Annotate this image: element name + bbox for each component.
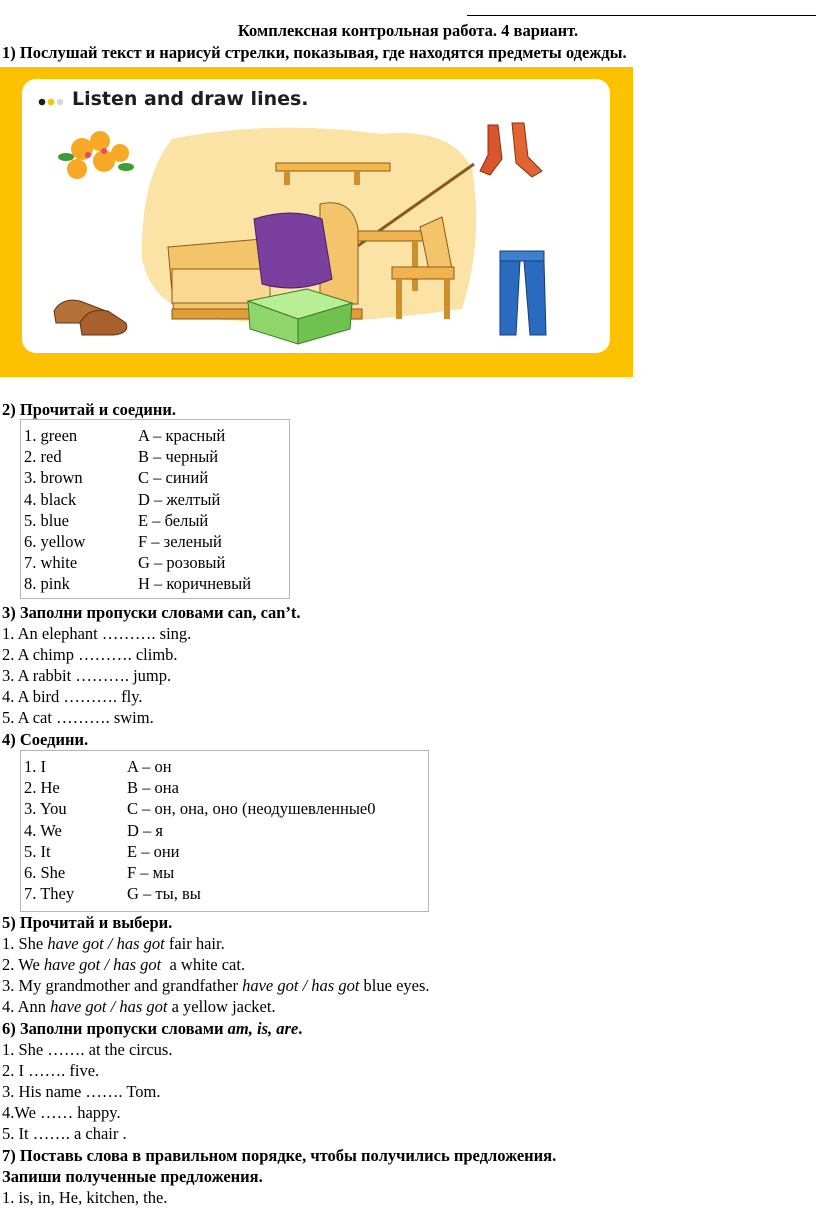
match-row xyxy=(24,777,376,798)
match-right-cell: F – зеленый xyxy=(138,532,222,552)
task1-heading: 1) Послушай текст и нарисуй стрелки, показывая, где находятся предметы одежды. xyxy=(2,43,627,62)
page-title: Комплексная контрольная работа. 4 вариант. xyxy=(237,21,579,40)
task6-item: 5. It ……. a chair . xyxy=(2,1124,127,1143)
task6-heading: 6) Заполни пропуски словами am, is, are. xyxy=(2,1019,303,1038)
match-left-cell: 6. yellow xyxy=(24,532,86,552)
task3-item: 1. An elephant ………. sing. xyxy=(2,624,192,643)
task5-item-text: a yellow jacket. xyxy=(167,997,276,1016)
match-right-cell: D – я xyxy=(127,820,164,840)
flowers-icon xyxy=(58,131,134,179)
match-row xyxy=(24,425,251,446)
task6-item: 3. His name ……. Tom. xyxy=(2,1082,161,1101)
room-scene xyxy=(22,79,610,353)
shoes-icon xyxy=(54,300,127,335)
match-left-cell: 4. We xyxy=(24,820,62,840)
task3-heading: 3) Заполни пропуски словами can, can’t. xyxy=(2,603,301,622)
match-left-cell: 8. pink xyxy=(24,574,70,594)
match-left-cell: 5. blue xyxy=(24,510,69,530)
socks-icon xyxy=(480,123,542,177)
match-left-cell: 1. green xyxy=(24,426,78,445)
task3-item: 2. A chimp ………. climb. xyxy=(2,645,178,664)
match-left-cell: 1. I xyxy=(24,757,46,776)
jeans-icon xyxy=(500,251,546,335)
match-row xyxy=(24,531,251,552)
match-right-cell: F – мы xyxy=(127,863,175,883)
match-row xyxy=(24,573,251,594)
match-right-cell: A – красный xyxy=(138,426,226,445)
task5-choice: have got / has got xyxy=(242,976,360,995)
task2-heading: 2) Прочитай и соедини. xyxy=(2,400,177,419)
task3-item: 3. A rabbit ………. jump. xyxy=(2,666,172,685)
task5-item xyxy=(2,996,276,1017)
task7-item: 1. is, in, He, kitchen, the. xyxy=(2,1188,168,1207)
match-row xyxy=(24,489,251,510)
name-underline xyxy=(467,15,816,16)
match-left-cell: 2. red xyxy=(24,447,62,467)
task6-item: 1. She ……. at the circus. xyxy=(2,1040,173,1059)
match-row xyxy=(24,798,376,819)
match-row xyxy=(24,756,376,777)
task5-item xyxy=(2,933,225,954)
task5-item xyxy=(2,975,430,996)
pronouns-match-table xyxy=(24,756,376,904)
task5-item-text: 2. We xyxy=(2,955,44,974)
match-right-cell: G – розовый xyxy=(138,553,226,573)
match-right-cell: G – ты, вы xyxy=(127,884,201,904)
match-row xyxy=(24,883,376,904)
match-left-cell: 2. He xyxy=(24,778,60,798)
match-right-cell: D – желтый xyxy=(138,489,221,509)
task5-choice: have got / has got xyxy=(43,955,162,974)
match-row xyxy=(24,552,251,573)
task5-item-text: blue eyes. xyxy=(359,976,430,995)
task6-item: 4.We …… happy. xyxy=(2,1103,121,1122)
match-row xyxy=(24,862,376,883)
task5-choice: have got / has got xyxy=(47,934,165,953)
match-right-cell: C – синий xyxy=(138,468,209,488)
picture-panel xyxy=(22,79,610,353)
match-right-cell: H – коричневый xyxy=(138,574,252,594)
match-left-cell: 3. brown xyxy=(24,468,83,488)
match-row xyxy=(24,467,251,488)
task4-heading: 4) Соедини. xyxy=(2,730,89,749)
task5-item-text: fair hair. xyxy=(164,934,225,953)
match-right-cell: E – белый xyxy=(138,510,209,530)
task7-heading-line1: 7) Поставь слова в правильном порядке, чтобы получились предложения. xyxy=(2,1146,557,1165)
task5-item-text: 1. She xyxy=(2,934,48,953)
listening-picture xyxy=(0,67,633,377)
match-left-cell: 5. It xyxy=(24,841,51,861)
match-left-cell: 7. They xyxy=(24,884,75,904)
task5-item-text: 4. Ann xyxy=(2,997,51,1016)
task7-heading-line2: Запиши полученные предложения. xyxy=(2,1167,263,1186)
match-right-cell: C – он, она, оно (неодушевленные0 xyxy=(127,799,376,819)
picture-title: Listen and draw lines. xyxy=(72,88,309,110)
match-row xyxy=(24,820,376,841)
colors-match-table xyxy=(24,425,251,595)
match-right-cell: A – он xyxy=(127,757,172,776)
match-right-cell: B – она xyxy=(127,778,179,798)
task5-item-text: a white cat. xyxy=(161,955,246,974)
match-left-cell: 3. You xyxy=(24,799,67,819)
task5-choice: have got / has got xyxy=(50,997,168,1016)
task5-item xyxy=(2,954,245,975)
task5-heading: 5) Прочитай и выбери. xyxy=(2,913,173,932)
task5-item-text: 3. My grandmother and grandfather xyxy=(2,976,243,995)
match-right-cell: E – они xyxy=(127,841,180,861)
match-left-cell: 7. white xyxy=(24,553,78,573)
match-left-cell: 6. She xyxy=(24,863,66,883)
match-row xyxy=(24,841,376,862)
match-right-cell: B – черный xyxy=(138,447,219,467)
task3-item: 5. A cat ………. swim. xyxy=(2,708,154,727)
task3-item: 4. A bird ………. fly. xyxy=(2,687,143,706)
match-row xyxy=(24,510,251,531)
match-row xyxy=(24,446,251,467)
task6-item: 2. I ……. five. xyxy=(2,1061,100,1080)
match-left-cell: 4. black xyxy=(24,489,77,509)
